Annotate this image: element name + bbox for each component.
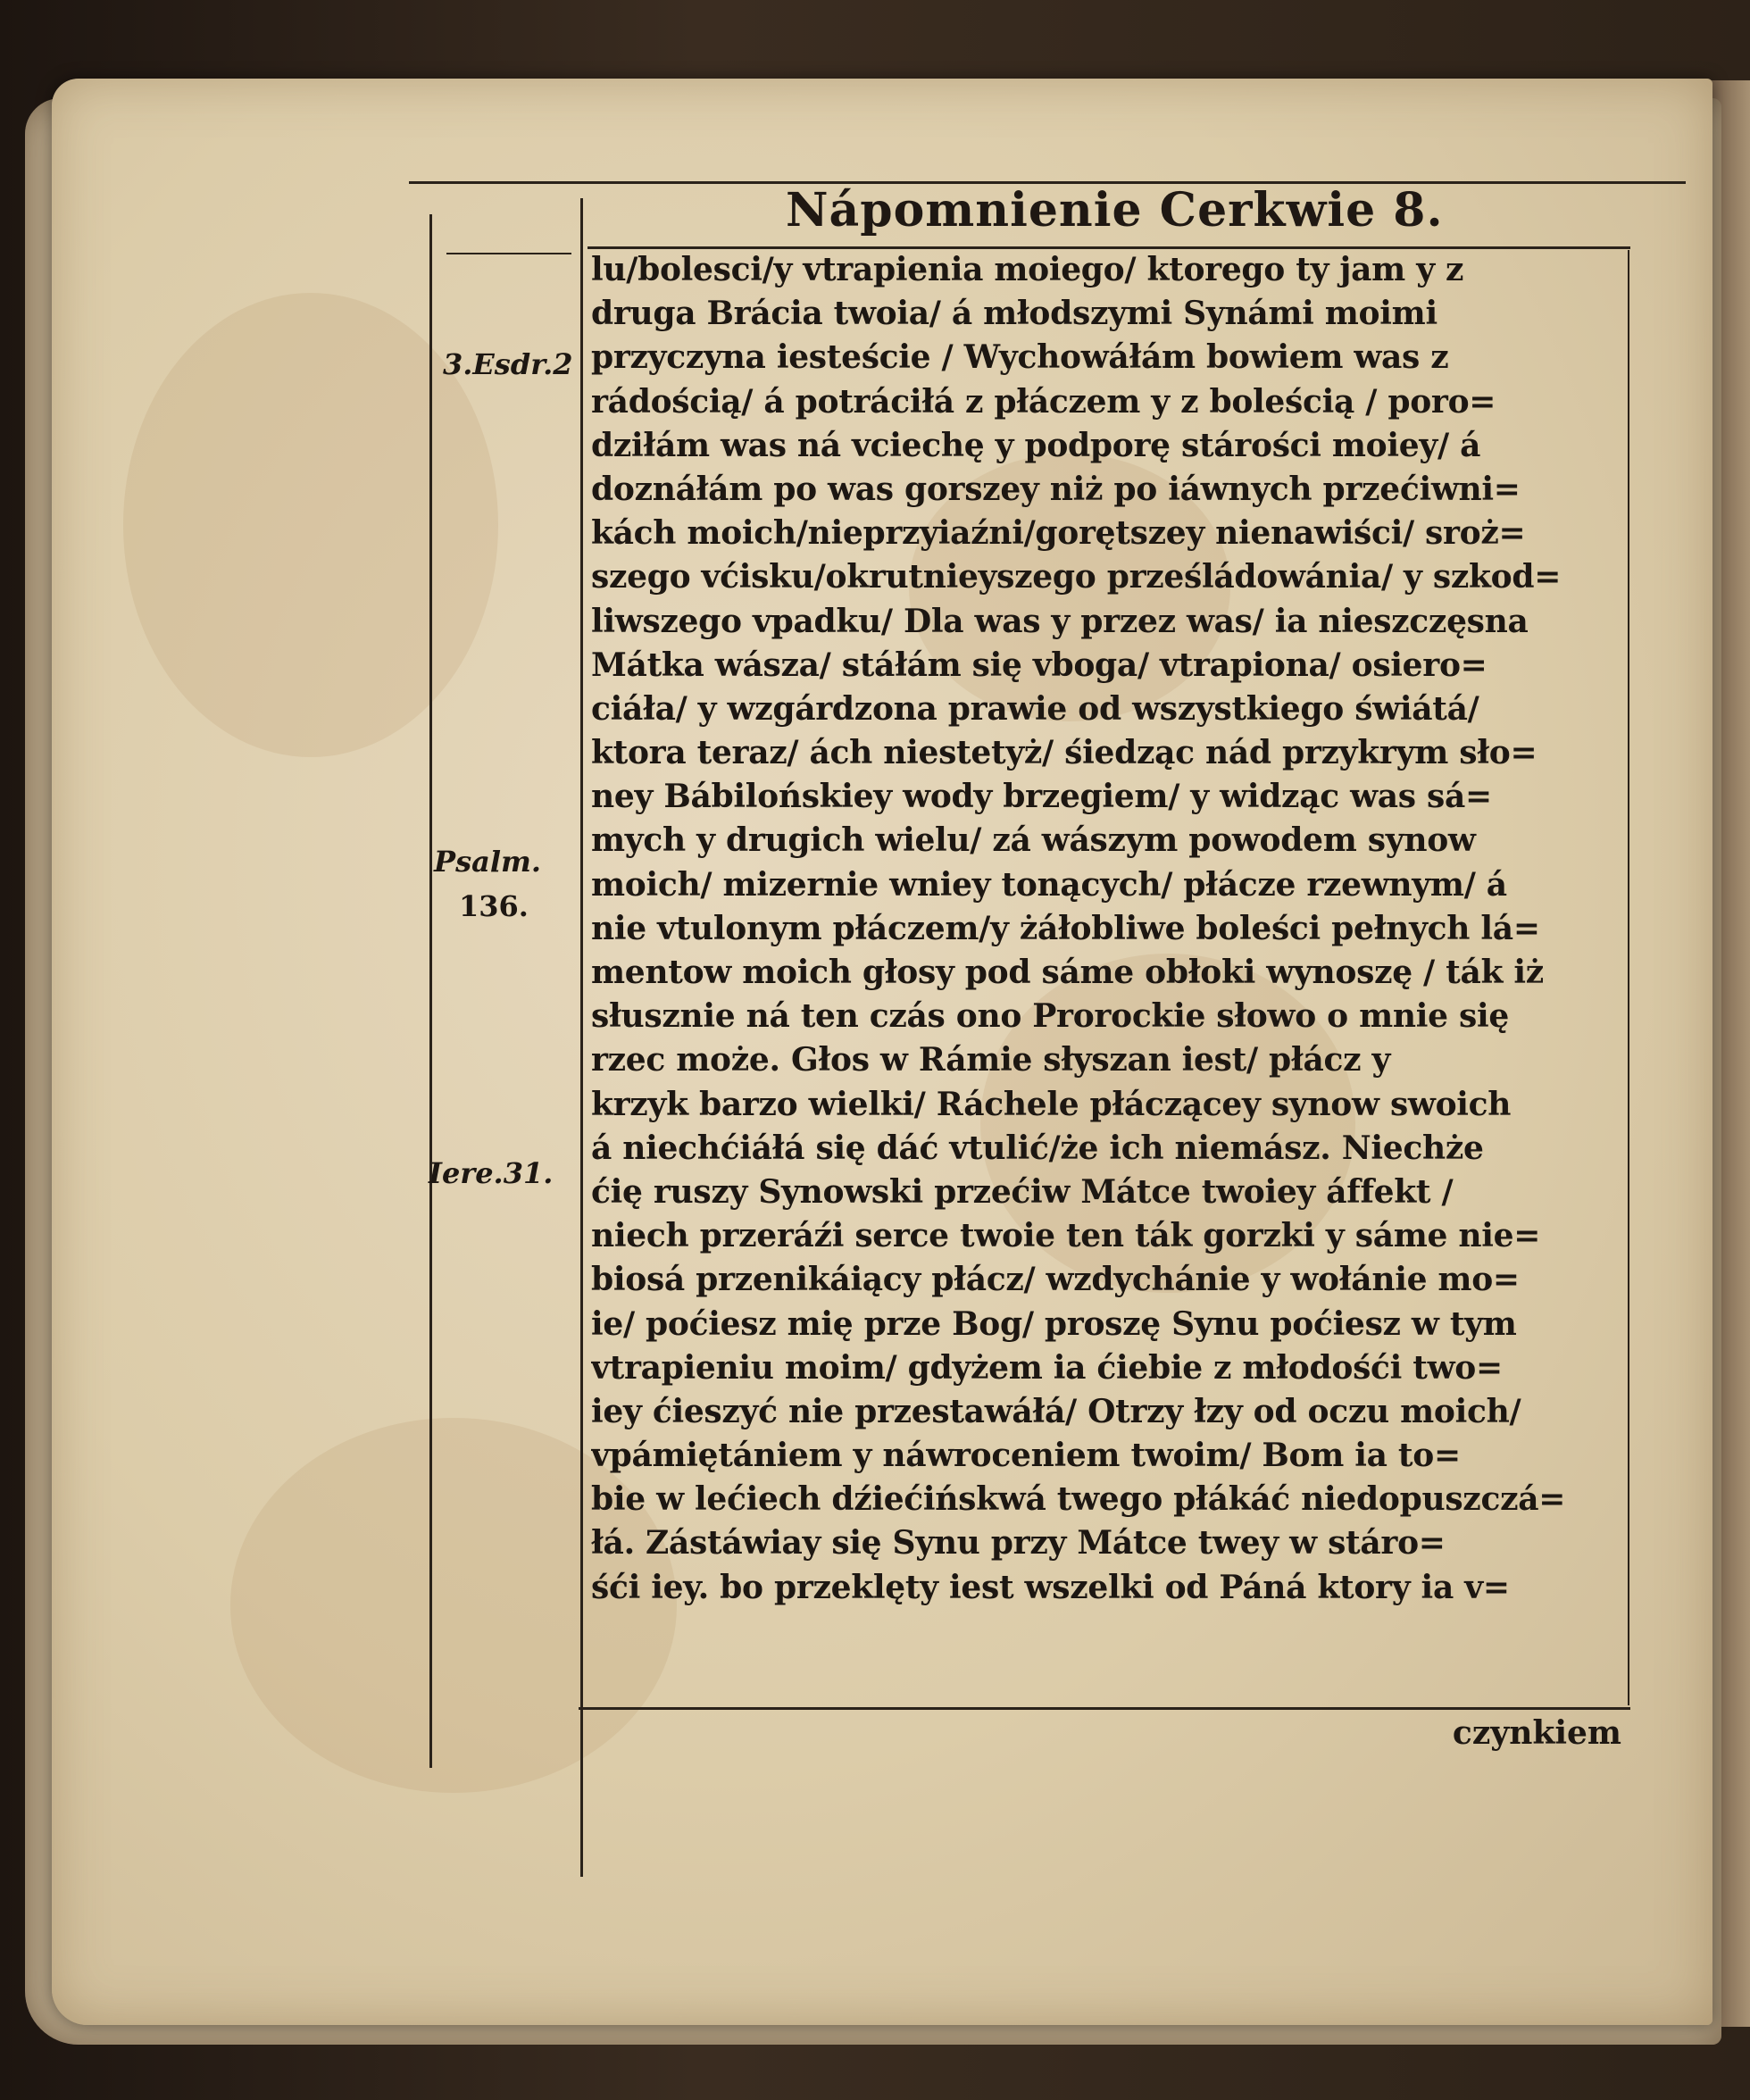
margin-top-rule (446, 253, 571, 254)
text-line: ie/ poćiesz mię prze Bog/ proszę Synu poćiesz w tym (591, 1304, 1517, 1343)
catchword: czynkiem (1452, 1714, 1621, 1752)
text-line: dziłám was ná vciechę y podporę stárości moiey/ á (591, 426, 1481, 464)
text-line: vpámiętániem y náwroceniem twoim/ Bom ia to= (591, 1437, 1461, 1475)
text-line: bie w lećiech dźiećińskwá twego płákáć niedopuszczá= (591, 1480, 1566, 1519)
text-line: Mátka wásza/ stáłám się vboga/ vtrapiona/ osiero= (591, 646, 1488, 684)
text-line: biosá przenikáiący płácz/ wzdychánie y wołánie mo= (591, 1261, 1520, 1299)
text-line: szego vćisku/okrutnieyszego prześládowánia/ y szkod= (591, 558, 1562, 596)
text-line: moich/ mizernie wniey tonących/ płácze rzewnym/ á (591, 865, 1507, 904)
text-line: rádością/ á potráciłá z płáczem y z boleścią / poro= (591, 382, 1496, 421)
text-line: lu/bolesci/y vtrapienia moiego/ ktorego ty jam y z (591, 251, 1464, 288)
text-line: doznáłám po was gorszey niż po iáwnych przećiwni= (591, 470, 1521, 508)
text-line: słusznie ná ten czás ono Prorockie słowo o mnie się (591, 997, 1509, 1036)
text-line: przyczyna iesteście / Wychowáłám bowiem was z (591, 338, 1449, 377)
bottom-rule (579, 1707, 1630, 1710)
text-line: ktora teraz/ ách niestetyż/ śiedząc nád przykrym sło= (591, 734, 1538, 772)
water-stain (123, 293, 498, 757)
margin-note-jeremiah: Iere.31. (429, 1156, 554, 1190)
text-line: mentow moich głosy pod sáme obłoki wynoszę / ták iż (591, 954, 1544, 991)
text-line: druga Brácia twoia/ á młodszymi Synámi moimi (591, 295, 1438, 333)
text-line: ciáła/ y wzgárdzona prawie od wszystkiego świátá/ (591, 689, 1479, 728)
text-line: rzec może. Głos w Rámie słyszan iest/ płácz y (591, 1041, 1391, 1079)
text-line: mych y drugich wielu/ zá wászym powodem synow (591, 821, 1476, 860)
text-line: nie vtulonym płáczem/y żáłobliwe boleści pełnych lá= (591, 909, 1540, 947)
left-frame-line (429, 214, 432, 1768)
text-line: śći iey. bo przeklęty iest wszelki od Páná ktory ia v= (591, 1568, 1510, 1606)
text-line: vtrapieniu moim/ gdyżem ia ćiebie z młodośći two= (591, 1348, 1503, 1387)
text-line: ney Bábilońskiey wody brzegiem/ y widząc was sá= (591, 778, 1492, 816)
text-line: liwszego vpadku/ Dla was y przez was/ ia nieszczęsna (591, 602, 1529, 640)
text-line: kách moich/nieprzyiaźni/gorętszey nienawiści/ sroż= (591, 514, 1526, 553)
text-line: á niechćiáłá się dáć vtulić/że ich niemász. Niechże (591, 1129, 1484, 1167)
text-line: ćię ruszy Synowski przećiw Mátce twoiey áffekt / (591, 1172, 1454, 1211)
text-line: iey ćieszyć nie przestawáłá/ Otrzy łzy od oczu moich/ (591, 1392, 1521, 1430)
margin-note-psalm-number: 136. (459, 889, 529, 923)
text-line: niech przeráźi serce twoie ten ták gorzki y sáme nie= (591, 1217, 1541, 1255)
right-frame-line (1628, 250, 1629, 1705)
inner-frame-line (580, 198, 583, 1877)
margin-note-psalm: Psalm. (434, 845, 541, 879)
margin-note-esdras: 3.Esdr.2 (443, 347, 573, 381)
body-text (591, 248, 1627, 1610)
text-line: łá. Zástáwiay się Synu przy Mátce twey w stáro= (591, 1524, 1446, 1562)
text-line: krzyk barzo wielki/ Ráchele płáczącey synow swoich (591, 1085, 1512, 1123)
running-head-title: Nápomnienie Cerkwie 8. (786, 183, 1444, 238)
